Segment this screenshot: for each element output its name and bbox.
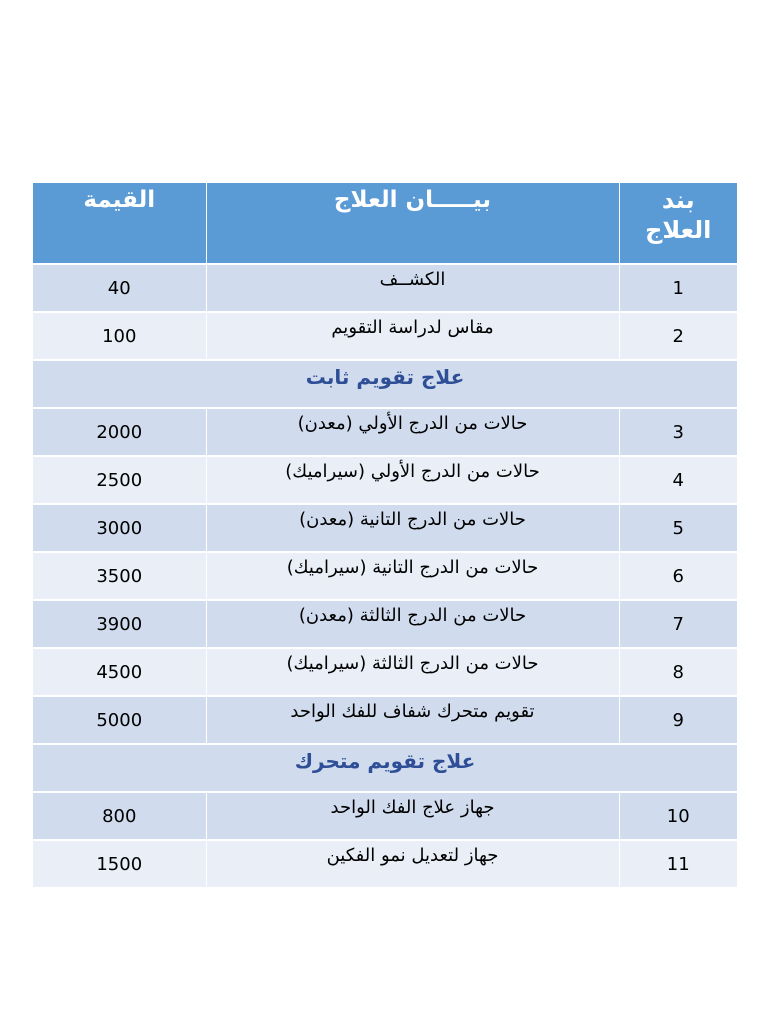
cell-value: 3900: [33, 600, 206, 648]
section-row: [33, 360, 737, 408]
cell-value: 5000: [33, 696, 206, 744]
cell-description: الكشــف: [206, 264, 619, 312]
cell-item-number: 3: [619, 408, 737, 456]
header-item-line2: العلاج: [645, 216, 712, 244]
header-item-number: [619, 183, 737, 264]
cell-value: 3500: [33, 552, 206, 600]
cell-item-number: 9: [619, 696, 737, 744]
cell-value: 2000: [33, 408, 206, 456]
cell-description: حالات من الدرج التانية (معدن): [206, 504, 619, 552]
table-row: [33, 840, 737, 888]
cell-description: جهاز علاج الفك الواحد: [206, 792, 619, 840]
table-row: [33, 696, 737, 744]
cell-item-number: 2: [619, 312, 737, 360]
header-item-line1: بند: [661, 186, 695, 214]
table-row: [33, 552, 737, 600]
table-row: [33, 792, 737, 840]
cell-value: 2500: [33, 456, 206, 504]
section-title: علاج تقويم متحرك: [33, 744, 737, 792]
cell-item-number: 11: [619, 840, 737, 888]
table-row: [33, 600, 737, 648]
cell-value: 40: [33, 264, 206, 312]
table-row: [33, 456, 737, 504]
cell-item-number: 10: [619, 792, 737, 840]
section-title: علاج تقويم ثابت: [33, 360, 737, 408]
table-body: [33, 264, 737, 888]
cell-description: مقاس لدراسة التقويم: [206, 312, 619, 360]
cell-description: حالات من الدرج الأولي (سيراميك): [206, 456, 619, 504]
cell-item-number: 4: [619, 456, 737, 504]
cell-value: 100: [33, 312, 206, 360]
price-table: [33, 183, 737, 889]
cell-item-number: 8: [619, 648, 737, 696]
cell-description: حالات من الدرج الأولي (معدن): [206, 408, 619, 456]
header-value: القيمة: [33, 183, 206, 264]
header-description: بيـــــان العلاج: [206, 183, 619, 264]
cell-description: حالات من الدرج الثالثة (معدن): [206, 600, 619, 648]
cell-item-number: 5: [619, 504, 737, 552]
cell-value: 800: [33, 792, 206, 840]
section-row: [33, 744, 737, 792]
cell-description: حالات من الدرج الثالثة (سيراميك): [206, 648, 619, 696]
cell-description: جهاز لتعديل نمو الفكين: [206, 840, 619, 888]
cell-item-number: 6: [619, 552, 737, 600]
cell-item-number: 7: [619, 600, 737, 648]
cell-value: 1500: [33, 840, 206, 888]
table-row: [33, 264, 737, 312]
table-row: [33, 408, 737, 456]
cell-description: تقويم متحرك شفاف للفك الواحد: [206, 696, 619, 744]
cell-description: حالات من الدرج التانية (سيراميك): [206, 552, 619, 600]
table-row: [33, 312, 737, 360]
cell-value: 3000: [33, 504, 206, 552]
table-row: [33, 504, 737, 552]
table-row: [33, 648, 737, 696]
cell-value: 4500: [33, 648, 206, 696]
table-header-row: [33, 183, 737, 264]
cell-item-number: 1: [619, 264, 737, 312]
